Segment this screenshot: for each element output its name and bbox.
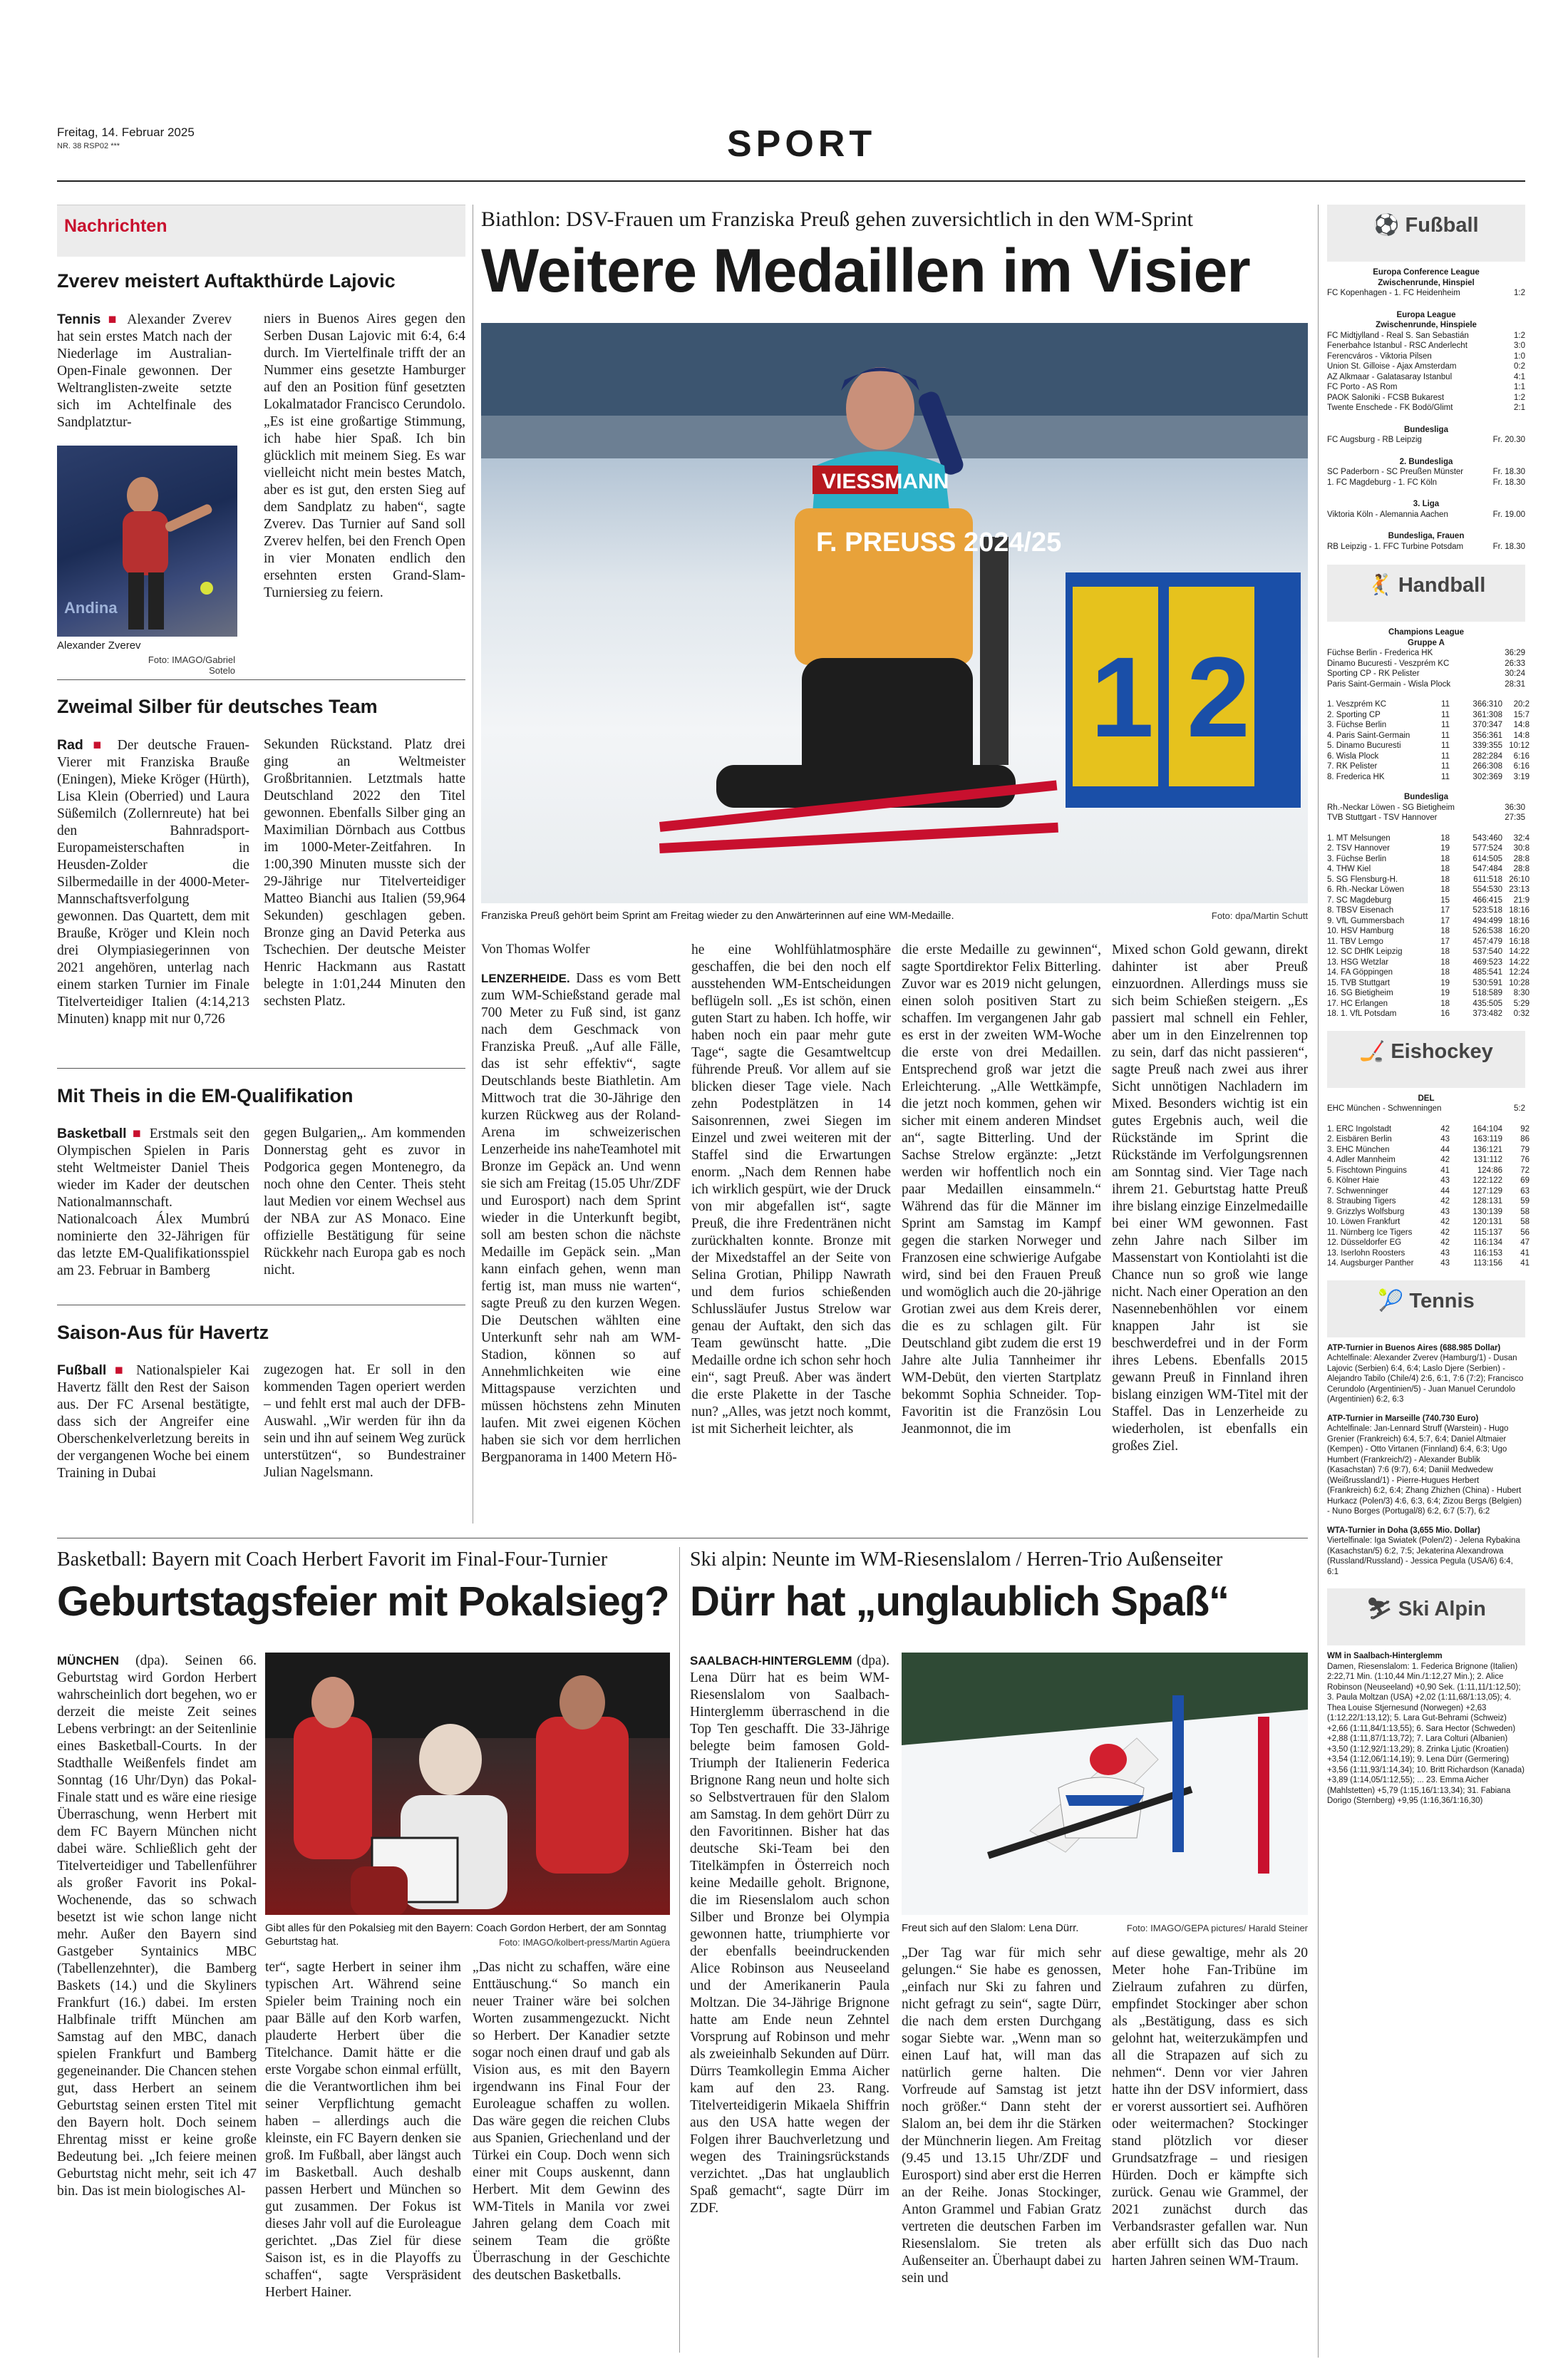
result-row: Rh.-Neckar Löwen - SG Bietigheim 36:30	[1327, 803, 1525, 812]
photo-caption: Freut sich auf den Slalom: Lena Dürr.	[902, 1922, 1079, 1934]
handball-icon: 🤾	[1366, 574, 1393, 597]
photo-board-1: 1	[1090, 633, 1154, 761]
table-row: 5. Fischtown Pinguins 41 124:86 72	[1327, 1166, 1530, 1175]
lead-photo	[481, 323, 1308, 903]
article-body: auf diese gewaltige, mehr als 20 Meter hohe Fan-Tribüne im Zielraum zufahren zu dürfen, empfindet Stockinger aber schon als „Bestätigung, dass es sich gelohnt hat, weiterzukämpfen und all die Strapazen auf sich zu nehmen“. Denn vor vier Jahren hatte ihn der DSV informiert, dass er vorerst aussortiert sei. Aufhören oder weitermachen? Stockinger stand plötzlich vor dieser Grundsatzfrage – und riesigen Hürden. Doch er kämpfte sich zurück. Genau wie Grammel, der 2021 zunächst durch das Verbandsraster gefallen war. Nun aber erfüllt sich das Duo nach harten Jahren seinen WM-Traum.	[1112, 1946, 1308, 2268]
tennis-label: 🎾 Tennis	[1378, 1289, 1475, 1312]
result-row: Paris Saint-Germain - Wisla Plock 28:31	[1327, 679, 1525, 689]
result-row: FC Porto - AS Rom 1:1	[1327, 383, 1525, 391]
table-row: 2. TSV Hannover 19 577:524 30:8	[1327, 844, 1530, 853]
photo-caption: Alexander Zverev	[57, 639, 141, 652]
table-row: 13. Iserlohn Roosters 43 116:153 41	[1327, 1248, 1530, 1258]
article-body: die erste Medaille zu gewinnen“, sagte Sportdirektor Felix Bitterling. Zuvor war es 2019 nicht gelungen, einen soloh positiven Start zu schaffen. Im vergangenen Jahr gab es erst in der zweiten WM-Woche die erste von drei Medaillen. Entsprechend groß war jetzt die Erleichterung. „Alle Wettkämpfe, die jetzt noch kommen, gehen wir sicher mit einem anderen Mindset an“, sagte Bitterling. Und der Sachse Strelow ergänzte: „Jetzt werden wir hoffentlich noch ein paar Medaillen einsammeln.“ Während das für die Männer im Sprint am Samstag im Kampf gegen die starken Norweger und Franzosen eine schwierige Aufgabe wird, sind bei den Frauen Preuß und womöglich auch die 20-jährige Grotian zwei aus dem Kreis derer, die es zu schlagen gilt. Für Deutschland gibt zudem die erst 19 Jahre alte Julia Tannheimer ihr WM-Debüt, den vierten Startplatz bekommt Sophia Schneider. Top-Favoritin ist die Französin Lou Jeanmonnot, die im	[902, 942, 1101, 1437]
article-title: Zweimal Silber für deutsches Team	[57, 696, 378, 717]
table-row: 7. Schwenninger 44 127:129 63	[1327, 1186, 1530, 1196]
photo-credit: Foto: IMAGO/GEPA pictures/ Harald Steiner	[1126, 1923, 1308, 1933]
tennis-icon: 🎾	[1378, 1289, 1404, 1312]
table-row: 8. Straubing Tigers 42 128:131 59	[1327, 1197, 1530, 1206]
table-row: 15. TVB Stuttgart 19 530:591 10:28	[1327, 978, 1530, 987]
table-row: 1. MT Melsungen 18 543:460 32:4	[1327, 833, 1530, 843]
table-row: 4. Paris Saint-Germain 11 356:361 14:8	[1327, 731, 1530, 740]
table-row: 7. RK Pelister 11 266:308 6:16	[1327, 762, 1530, 771]
basketball-photo	[265, 1653, 670, 1915]
table-row: 8. TBSV Eisenach 17 523:518 18:16	[1327, 906, 1530, 915]
football-label: ⚽ Fußball	[1373, 214, 1479, 237]
result-row: Union St. Gilloise - Ajax Amsterdam 0:2	[1327, 362, 1525, 371]
table-row: 6. Kölner Haie 43 122:122 69	[1327, 1176, 1530, 1185]
byline: Von Thomas Wolfer	[481, 942, 590, 957]
basketball-headline: Geburtstagsfeier mit Pokalsieg?	[57, 1578, 669, 1625]
table-row: 3. Füchse Berlin 11 370:347 14:8	[1327, 721, 1530, 729]
table-row: 9. VfL Gummersbach 17 494:499 18:16	[1327, 916, 1530, 925]
article-body: he eine Wohlfühlatmosphäre geschaffen, die bei den noch elf ausstehenden WM-Entscheidungen beflügeln soll. „Es ist schön, einen guten Start zu haben. Ich hoffe, wir haben noch ein paar mehr gute Tage“, sagte die Gesamtweltcup führende Preuß. Vor allem auf sie blicken dieser Tage viele. Nach zehn Podestplätzen in 14 Saisonrennen, zwei Siegen im Einzel und zwei weiteren mit der Staffel sind die Erwartungen enorm. „Nach dem Rennen habe ich wirklich gespürt, wie der Druck von mir abgefallen ist“, sagte Preuß, die ihre Fredentränen nicht zurückhalten konnte. Bronze mit der Mixedstaffel an der Seite von Selina Grotian, Philipp Nawrath und dem furios schießenden Schlussläufer Justus Strelow war genau der Auftakt, den sich das Team gewünscht hatte. „Die Medaille ordne ich schon sehr hoch ein“, sagt Preuß. Aber was ändert die erste Plakette in der Tasche nun? „Alles, was jetzt noch kommt, ist mit Sicherheit leichter, als	[691, 942, 891, 1437]
lead-headline: Weitere Medaillen im Visier	[481, 237, 1250, 305]
photo-caption: Franziska Preuß gehört beim Sprint am Freitag wieder zu den Anwärterinnen auf eine WM-Medaille.	[481, 910, 954, 922]
result-row: Fenerbahce Istanbul - RSC Anderlecht 3:0	[1327, 341, 1525, 350]
article-body: ter“, sagte Herbert in seiner ihm typischen Art. Während seine Spieler beim Training noch ein paar Bälle auf den Korb warfen, plauderte Herbert über die Titelchance. Damit hätte er die erste Vorgabe schon einmal erfüllt, die die Verantwortlichen ihm bei seiner Verpflichtung gemacht haben – allerdings auch die kleinste, ein FC Bayern denken sie groß. Im Fußball, aber längst auch im Basketball. Auch deshalb passen Herbert und München so gut zusammen. Der Fokus ist dieses Jahr voll auf die Euroleague gerichtet. „Das Ziel für diese Saison ist, es in die Playoffs zu schaffen“, sagte Verspräsident Herbert Hainer.	[265, 1960, 461, 2300]
result-row: Dinamo Bucuresti - Veszprém KC 26:33	[1327, 659, 1525, 668]
result-row: Ferencváros - Viktoria Pilsen 1:0	[1327, 351, 1525, 361]
article-body: MÜNCHEN (dpa). Seinen 66. Geburtstag wird Gordon Herbert wahrscheinlich dort begehen, wo er derzeit die meiste Zeit seines Lebens verbringt: an der Seitenlinie eines Basketball-Courts. In der Stadthalle Weißenfels findet am Sonntag (16 Uhr/Dyn) das Pokal-Finale statt und es wäre eine riesige Überraschung, wenn Herbert mit dem FC Bayern München nicht dabei wäre. Schließlich geht der Titelverteidiger und Tabellenführer als großer Favorit ins Pokal-Wochenende, das so schwach besetzt ist wie schon lange nicht mehr. Außer den Bayern sind Gastgeber Syntainics MBC (Tabellenzehnter), die Bamberg Baskets (14.) und die Skyliners Frankfurt (16.) dabei. Im ersten Halbfinale trifft München am Samstag auf den MBC, danach spielen Frankfurt und Bamberg gegeneinander. Die Chancen stehen gut, dass Herbert an seinem Geburtstag seinen ersten Titel mit den Bayern holt. Doch seinem Ehrentag misst er keine große Bedeutung bei. „Ich feiere meinen Geburtstag nicht mehr, seit ich 47 bin. Das ist mein biologisches Al-	[57, 1653, 257, 2199]
article-body: Fußball ■ Nationalspieler Kai Havertz fällt den Rest der Saison aus. Der FC Arsenal bestätigte, dass sich der Angreifer eine Oberschenkelverletzung bereits in der vergangenen Woche bei einem Training in Dubai	[57, 1362, 250, 1481]
issue-date: Freitag, 14. Februar 2025	[57, 125, 195, 139]
table-row: 10. HSV Hamburg 18 526:538 16:20	[1327, 927, 1530, 935]
table-row: 6. Wisla Plock 11 282:284 6:16	[1327, 751, 1530, 761]
result-row: Sporting CP - RK Pelister 30:24	[1327, 669, 1525, 678]
article-body: „Der Tag war für mich sehr gelungen.“ Sie habe es genossen, „einfach nur Ski zu fahren und nicht gefragt zu sein“, sagte Dürr, die nach dem ersten Durchgang sogar Siebte war. „Wenn man so einen Lauf hat, will man das natürlich gerne halten. Die Vorfreude auf Samstag ist jetzt noch größer.“ Dann steht der Slalom an, bei dem ihr die Stärken der Münchnerin liegen. Am Freitag (9.45 und 13.15 Uhr/ZDF und Eurosport) sind aber erst die Herren an der Reihe. Jonas Stockinger, Anton Grammel und Fabian Gratz vertreten die deutschen Farben im Riesenslalom. Sie treten als Außenseiter an. Überhaupt dabei zu sein und	[902, 1946, 1101, 2286]
result-row: TVB Stuttgart - TSV Hannover 27:35	[1327, 813, 1525, 822]
photo-caption: Gibt alles für den Pokalsieg mit den Bayern: Coach Gordon Herbert, der am Sonntag Geburtstag hat.	[265, 1922, 666, 1948]
table-row: 12. SC DHfK Leipzig 18 537:540 14:22	[1327, 947, 1530, 956]
table-row: 5. SG Flensburg-H. 18 611:518 26:10	[1327, 875, 1530, 884]
photo-bib: F. PREUSS 2024/25	[816, 528, 1062, 558]
result-row: FC Augsburg - RB Leipzig Fr. 20.30	[1327, 436, 1525, 444]
table-row: 12. Düsseldorfer EG 42 116:134 47	[1327, 1238, 1530, 1247]
table-row: 5. Dinamo Bucuresti 11 339:355 10:12	[1327, 741, 1530, 750]
table-row: 14. FA Göppingen 18 485:541 12:24	[1327, 968, 1530, 977]
table-row: 11. Nürnberg Ice Tigers 42 115:137 56	[1327, 1228, 1530, 1237]
article-body: SAALBACH-HINTERGLEMM (dpa). Lena Dürr hat es beim WM-Riesenslalom von Saalbach-Hinterglemm überraschend in die Top Ten geschafft. Die 33-Jährige belegte beim famosen Gold-Triumph der Italienerin Federica Brignone Rang neun und holte sich so Selbstvertrauen für den Slalom am Samstag. In dem gehört Dürr zu den Favoritinnen. Bisher hat das deutsche Ski-Team bei den Titelkämpfen in Österreich noch keine Medaille geholt. Brignone, die im Riesenslalom auch schon Silber und Bronze bei Olympia gewonnen hatte, triumphierte vor der ebenfalls beeindruckenden Alice Robinson aus Neuseeland und der Amerikanerin Paula Moltzan. Die 34-Jährige Brignone hatte am Ende neun Zehntel Vorsprung auf Robinson und mehr als zweieinhalb Sekunden auf Dürr. Dürrs Teamkollegin Emma Aicher kam auf den 23. Rang. Titelverteidigerin Mikaela Shiffrin aus den USA hatte wegen der Folgen ihrer Bauchverletzung und wegen des Trainingsrückstands verzichtet. „Das hat unglaublich Spaß gemacht“, sagte Dürr im ZDF.	[690, 1653, 889, 2216]
article-title: Saison-Aus für Havertz	[57, 1322, 269, 1343]
table-row: 9. Grizzlys Wolfsburg 43 130:139 58	[1327, 1207, 1530, 1216]
table-row: 14. Augsburger Panther 43 113:156 41	[1327, 1259, 1530, 1268]
table-row: 2. Sporting CP 11 361:308 15:7	[1327, 710, 1530, 719]
result-row: Twente Enschede - FK Bodö/Glimt 2:1	[1327, 404, 1525, 412]
table-row: 3. Füchse Berlin 18 614:505 28:8	[1327, 854, 1530, 863]
article-title: Mit Theis in die EM-Qualifikation	[57, 1085, 354, 1106]
table-row: 7. SC Magdeburg 15 466:415 21:9	[1327, 895, 1530, 905]
ski-icon: ⛷	[1366, 1598, 1393, 1620]
article-body: zugezogen hat. Er soll in den kommenden Tagen operiert werden – und fehlt erst mal auch der DFB-Auswahl. „Wir werden für ihn da sein und ihn auf seinem Weg zurück unterstützen“, so Bundestrainer Julian Nagelsmann.	[264, 1362, 465, 1480]
photo-sponsor: VIESSMANN	[822, 470, 949, 493]
table-row: 8. Frederica HK 11 302:369 3:19	[1327, 772, 1530, 781]
result-row: FC Midtjylland - Real S. San Sebastián 1:2	[1327, 331, 1525, 340]
ski-kicker: Ski alpin: Neunte im WM-Riesenslalom / Herren-Trio Außenseiter	[690, 1548, 1223, 1571]
table-row: 13. HSG Wetzlar 18 469:523 14:22	[1327, 957, 1530, 967]
table-row: 10. Löwen Frankfurt 42 120:131 58	[1327, 1218, 1530, 1226]
zverev-photo	[57, 446, 237, 637]
result-row: EHC München - Schwenningen 5:2	[1327, 1104, 1525, 1113]
table-row: 3. EHC München 44 136:121 79	[1327, 1145, 1530, 1154]
table-row: 16. SG Bietigheim 19 518:589 8:30	[1327, 989, 1530, 997]
article-body: gegen Bulgarien„. Am kommenden Donnerstag geht es zuvor in Podgorica gegen Montenegro, da noch ohne den Center. Theis steht laut Medien vor einem Wechsel aus der NBA zur AS Monaco. Eine offizielle Bestätigung für seine Rückkehr nach Europa gab es noch nicht.	[264, 1126, 465, 1278]
table-row: 2. Eisbären Berlin 43 163:119 86	[1327, 1135, 1530, 1144]
result-row: FC Kopenhagen - 1. FC Heidenheim 1:2	[1327, 289, 1525, 297]
basketball-kicker: Basketball: Bayern mit Coach Herbert Favorit im Final-Four-Turnier	[57, 1548, 608, 1571]
photo-credit: Foto: dpa/Martin Schutt	[1211, 910, 1308, 921]
issue-number: NR. 38 RSP02 ***	[57, 142, 120, 150]
article-body: Basketball ■ Erstmals seit den Olympischen Spielen in Paris steht Weltmeister Daniel Theis wieder im Kader der deutschen Nationalmannschaft. Nationalcoach Álex Mumbrú nominierte den 32-Jährigen für das letzte EM-Qualifikationsspiel am 23. Februar in Bamberg	[57, 1126, 250, 1278]
result-row: RB Leipzig - 1. FFC Turbine Potsdam Fr. 18.30	[1327, 542, 1525, 551]
section-title: SPORT	[727, 123, 877, 165]
table-row: 4. Adler Mannheim 42 131:112 76	[1327, 1156, 1530, 1164]
ski-photo	[902, 1653, 1308, 1915]
result-row: PAOK Saloniki - FCSB Bukarest 1:2	[1327, 393, 1525, 402]
result-row: Viktoria Köln - Alemannia Aachen Fr. 19.00	[1327, 510, 1525, 519]
photo-credit: Foto: IMAGO/kolbert-press/Martin Agüera	[499, 1937, 670, 1948]
table-row: 6. Rh.-Neckar Löwen 18 554:530 23:13	[1327, 885, 1530, 894]
result-row: AZ Alkmaar - Galatasaray Istanbul 4:1	[1327, 372, 1525, 381]
ski-headline: Dürr hat „unglaublich Spaß“	[690, 1578, 1229, 1625]
lead-kicker: Biathlon: DSV-Frauen um Franziska Preuß gehen zuversichtlich in den WM-Sprint	[481, 207, 1194, 231]
table-row: 18. 1. VfL Potsdam 16 373:482 0:32	[1327, 1009, 1530, 1018]
result-row: SC Paderborn - SC Preußen Münster Fr. 18.30	[1327, 468, 1525, 476]
article-body: Mixed schon Gold gewann, direkt dahinter ist aber Preuß einzuordnen. Allerdings muss sie sich beim Schießen steigern. „Es passiert mal schnell ein Fehler, aber um in den Einzelrennen top zu sein, darf das nicht passieren“, sagte Preuß nach zwei aus ihrer Sicht unnötigen Nachladern im Mixed. Besonders wichtig ist ein gutes Ergebnis auch, weil die Rückstände im Sprint die Rückstände im Verfolgungsrennen am Sonntag sind. Vier Tage nach ihrem 21. Geburtstag hatte Preuß ihre bislang einzige Einzelmedaille bei einer WM gewonnen. Fast zehn Jahre nach Silber im Massenstart von Kontiolahti ist die Chance nun so groß wie lange nicht. Nach einer Operation an den Nasennebenhöhlen vor einem knappen Jahr ist sie beschwerdefrei und in der Form ihres Lebens. Ebenfalls 2015 gewann Preuß in Finnland ihren bislang einzigen WM-Titel mit der Staffel. Das in Lenzerheide zu wiederholen, ist ebenfalls ein großes Ziel.	[1112, 942, 1308, 1454]
article-body: niers in Buenos Aires gegen den Serben Dusan Lajovic mit 6:4, 6:4 durch. Im Viertelfinale trifft der an Nummer eins gesetzte Hamburger auf den an Position fünf gesetzten Lokalmatador Francisco Cerundolo. „Es ist eine großartige Stimmung, ich habe hier Spaß. Ich bin glücklich mit meinem Sieg. Es war vielleicht nicht mein bestes Match, aber es ist gut, den ersten Sieg auf dem Sandplatz zu haben“, sagte Zverev. Das Turnier auf Sand soll Zverev helfen, bei den French Open in vier Monaten endlich den ersehnten ersten Grand-Slam-Turniersieg zu feiern.	[264, 312, 465, 600]
icehockey-label: 🏒 Eishockey	[1359, 1039, 1493, 1063]
article-body: Rad ■ Der deutsche Frauen-Vierer mit Franziska Brauße (Eningen), Mieke Kröger (Hürth), Lisa Klein (Oberried) und Laura Süßemilch (Zollernreute) hat bei den Bahnradsport-Europameisterschaften in Heusden-Zolder die Silbermedaille in der 4000-Meter-Mannschaftsverfolgung gewonnen. Das Quartett, dem mit Brauße, Kröger und Klein noch drei Olympiasiegerinnen von 2021 angehören, unterlag nach einem starken Turnier im Finale Titelverteidiger Italien (4:14,213 Minuten) knapp mit nur 0,726	[57, 737, 250, 1027]
results-sidebar: ⚽ Fußball Europa Conference League Zwischenrunde, Hinspiel FC Kopenhagen - 1. FC Heidenheim 1:2 Europa League Zwischenrunde, Hinspiele FC Midtjylland - Real S. San Sebastián 1:2 Fenerbahce Istanbul - RSC Anderlecht 3:0 Ferencváros - Viktoria Pilsen 1:0 Union St. Gilloise - Ajax Amsterdam 0:2 AZ Alkmaar - Galatasaray Istanbul 4:1 FC Porto - AS Rom 1:1 PAOK Saloniki - FCSB Bukarest 1:2 Twente Enschede - FK Bodö/Glimt 2:1 Bundesliga FC Augsburg - RB Leipzig Fr. 20.30 2. Bundesliga SC Paderborn - SC Preußen Münster Fr. 18.30 1. FC Magdeburg - 1. FC Köln Fr. 18.30 3. Liga Viktoria Köln - Alemannia Aachen Fr. 19.00 Bundesliga, Frauen RB Leipzig - 1. FFC Turbine Potsdam Fr. 18.30 🤾 Handball Champions League Gruppe A Füchse Berlin - Frederica HK 36:29 Dinamo Bucuresti - Veszprém KC 26:33 Sporting CP - RK Pelister 30:24 Paris Saint-Germain - Wisla Plock 28:31 1. Veszprém KC 11 366:310 20:2 2. Sporting CP 11 361:308 15:7 3. Füchse Berlin 11 370:347 14:8 4. Paris Saint-Germain 11 356:361 14:8 5. Dinamo Bucuresti 11 339:355 10:12 6. Wisla Plock 11 282:284 6:16 7. RK Pelister 11 266:308 6:16 8. Frederica HK 11 302:369 3:19 Bundesliga Rh.-Neckar Löwen - SG Bietigheim 36:30 TVB Stuttgart - TSV Hannover 27:35 1. MT Melsungen 18 543:460 32:4 2. TSV Hannover 19 577:524 30:8 3. Füchse Berlin 18 614:505 28:8 4. THW Kiel 18 547:484 28:8 5. SG Flensburg-H. 18 611:518 26:10 6. Rh.-Neckar Löwen 18 554:530 23:13 7. SC Magdeburg 15 466:415 21:9 8. TBSV Eisenach 17 523:518 18:16 9. VfL Gummersbach 17 494:499 18:16 10. HSV Hamburg 18 526:538 16:20 11. TBV Lemgo 17 457:479 16:18 12. SC DHfK Leipzig 18 537:540 14:22 13. HSG Wetzlar 18 469:523 14:22 14. FA Göppingen 18 485:541 12:24 15. TVB Stuttgart 19 530:591 10:28 16. SG Bietigheim 19 518:589 8:30 17. HC Erlangen 18 435:505 5:29 18. 1. VfL Potsdam 16 373:482 0:32 🏒 Eishockey DEL EHC München - Schwenningen 5:2 1. ERC Ingolstadt 42 164:104 92 2. Eisbären Berlin 43 163:119 86 3. EHC München 44 136:121 79 4. Adler Mannheim 42 131:112 76 5. Fischtown Pinguins 41 124:86 72 6. Kölner Haie 43 122:122 69 7. Schwenninger 44 127:129 63 8. Straubing Tigers 42 128:131 59 9. Grizzlys Wolfsburg 43 130:139 58 10. Löwen Frankfurt 42 120:131 58 11. Nürnberg Ice Tigers 42 115:137 56 12. Düsseldorfer EG 42 116:134 47 13. Iserlohn Roosters 43 116:153 41 14. Augsburger Panther 43 113:156 41 🎾 Tennis ATP-Turnier in Buenos Aires (688.985 Dollar) Achtelfinale: Alexander Zverev (Hamburg/1) - Dusan Lajovic (Serbien) 6:4, 6:4; Laslo Djere (Serbien) - Alejandro Tabilo (Chile/4) 2:6, 6:1, 7:6 (7:2); Francisco Cerundolo (Argentinien/5) - Juan Manuel Cerundolo (Argentinien) 6:2, 6:3 ATP-Turnier in Marseille (740.730 Euro) Achtelfinale: Jan-Lennard Struff (Warstein) - Hugo Grenier (Frankreich) 6:4, 5:7, 6:4; Daniel Altmaier (Kempen) - Otto Virtanen (Finnland) 6:4, 6:3; Ugo Humbert (Frankreich/2) - Alexander Bublik (Kasachstan) 7:6 (9:7), 6:4; Daniil Medwedew (Weißrussland/1) - Pierre-Hugues Herbert (Frankreich) 6:2, 6:4; Zhang Zhizhen (China) - Hubert Hurkacz (Polen/3) 4:6, 6:3, 6:4; Zizou Bergs (Belgien) - Nuno Borges (Portugal/8) 6:2, 6:7 (5:7), 6:2 WTA-Turnier in Doha (3,655 Mio. Dollar) Viertelfinale: Iga Swiatek (Polen/2) - Jelena Rybakina (Kasachstan/5) 6:2, 7:5; Jekaterina Alexandrowa (Russland/Russland) - Jessica Pegula (USA/6) 6:4, 6:1 ⛷ Ski Alpin WM in Saalbach-Hinterglemm Damen, Riesenslalom: 1. Federica Brignone (Italien) 2:22,71 Min. (1:10,44 Min./1:12,27 Min.); 2. Alice Robinson (Neuseeland) +0,90 Sek. (1:11,11/1:12,50); 3. Paula Moltzan (USA) +2,02 (1:11,68/1:13,05); 4. Thea Louise Stjernesund (Norwegen) +2,63 (1:12,22/1:13,12); 5. Lara Gut-Behrami (Schweiz) +2,66 (1:11,84/1:13,55); 6. Sara Hector (Schweden) +2,88 (1:11,87/1:13,72); 7. Lara Colturi (Albanien) +3,50 (1:12,92/1:13,29); 8. Zrinka Ljutic (Kroatien) +3,54 (1:12,06/1:14,19); 9. Lena Dürr (Germering) +3,56 (1:11,93/1:14,34); 10. Britt Richardson (Kanada) +3,89 (1:14,05/1:12,55); ... 23. Emma Aicher (Mahlstetten) +5,79 (1:15,16/1:13,34); 31. Fabiana Dorigo (Sternberg) +9,95 (1:16,36/1:16,30)	[1327, 205, 1525, 1807]
football-icon: ⚽	[1373, 214, 1400, 237]
photo-credit: Foto: IMAGO/Gabriel Sotelo	[148, 654, 235, 676]
result-row: 1. FC Magdeburg - 1. FC Köln Fr. 18.30	[1327, 478, 1525, 487]
table-row: 1. ERC Ingolstadt 42 164:104 92	[1327, 1124, 1530, 1134]
table-row: 17. HC Erlangen 18 435:505 5:29	[1327, 999, 1530, 1008]
article-body: Sekunden Rückstand. Platz drei ging an Weltmeister Großbritannien. Letztmals hatte Deutschland 2022 den Titel gewonnen. Ebenfalls Silber ging an Maximilian Dörnbach aus Cottbus im 1000-Meter-Zeitfahren. In 1:00,390 Minuten musste sich der 29-Jährige nur Titelverteidiger Matteo Bianchi aus Italien (59,964 Sekunden) geschlagen geben. Bronze ging an David Peterka aus Tschechien. Der deutsche Meister Henric Hackmann aus Rastatt belegte in 1:01,244 Minuten den sechsten Platz.	[264, 737, 465, 1009]
photo-board-2: 2	[1187, 633, 1250, 761]
article-body: Tennis ■ Alexander Zverev hat sein erstes Match nach der Niederlage im Australian-Open-Finale gewonnen. Der Weltranglisten-zweite setzte sich im Achtelfinale des Sandplatztur-	[57, 312, 232, 430]
icehockey-icon: 🏒	[1359, 1039, 1386, 1063]
article-title: Zverev meistert Auftakthürde Lajovic	[57, 270, 396, 292]
table-row: 4. THW Kiel 18 547:484 28:8	[1327, 865, 1530, 873]
table-row: 1. Veszprém KC 11 366:310 20:2	[1327, 700, 1530, 709]
ski-alpin-label: ⛷ Ski Alpin	[1366, 1598, 1486, 1620]
table-row: 11. TBV Lemgo 17 457:479 16:18	[1327, 937, 1530, 946]
result-row: Füchse Berlin - Frederica HK 36:29	[1327, 649, 1525, 657]
nachrichten-label: Nachrichten	[57, 205, 465, 257]
handball-label: 🤾 Handball	[1366, 574, 1486, 597]
article-body: LENZERHEIDE. Dass es vom Bett zum WM-Schießstand gerade mal 700 Meter zu Fuß sind, ist ganz nach dem Geschmack von Franziska Preuß. „Auf alle Fälle, das ist sehr effektiv“, sagte Deutschlands beste Biathletin. Am Mittwoch trat die 30-Jährige den kurzen Rückweg aus der Roland-Arena im schweizerischen Lenzerheide ins naheTeamhotel mit Bronze im Gepäck an. Und wenn sie sich am Freitag (15.05 Uhr/ZDF und Eurosport) nach dem Sprint wieder in die Unterkunft begibt, soll am besten schon die nächste Medaille im Gepäck sein. „Man kann einfach gehen, wenn man fertig ist, man muss nie warten“, sagte Preuß zu den kurzen Wegen. Die Deutschen wählten eine Unterkunft sehr nah am WM-Stadion, können so auf Annehmlichkeiten wie eine Mittagspause verzichten und müssen höchstens zehn Minuten laufen. Mit zwei eigenen Köchen haben sie sich vor dem herrlichen Bergpanorama in 1400 Metern Hö-	[481, 971, 681, 1465]
svg-text:Andina: Andina	[64, 599, 118, 617]
article-body: „Das nicht zu schaffen, wäre eine Enttäuschung.“ So manch ein neuer Trainer wäre bei solchen Worten zusammengezuckt. Nicht so Herbert. Der Kanadier setzte sogar noch einen drauf und gab als Vision aus, es mit den Bayern irgendwann ins Final Four der Euroleague schaffen zu wollen. Das wäre gegen die reichen Clubs aus Spanien, Griechenland und der Türkei ein Coup. Doch wenn sich einer mit Coups auskennt, dann Herbert. Mit dem Gewinn des WM-Titels in Manila vor zwei Jahren gelang dem Coach mit seinem Team die größte Überraschung in der Geschichte des deutschen Basketballs.	[473, 1960, 670, 2283]
